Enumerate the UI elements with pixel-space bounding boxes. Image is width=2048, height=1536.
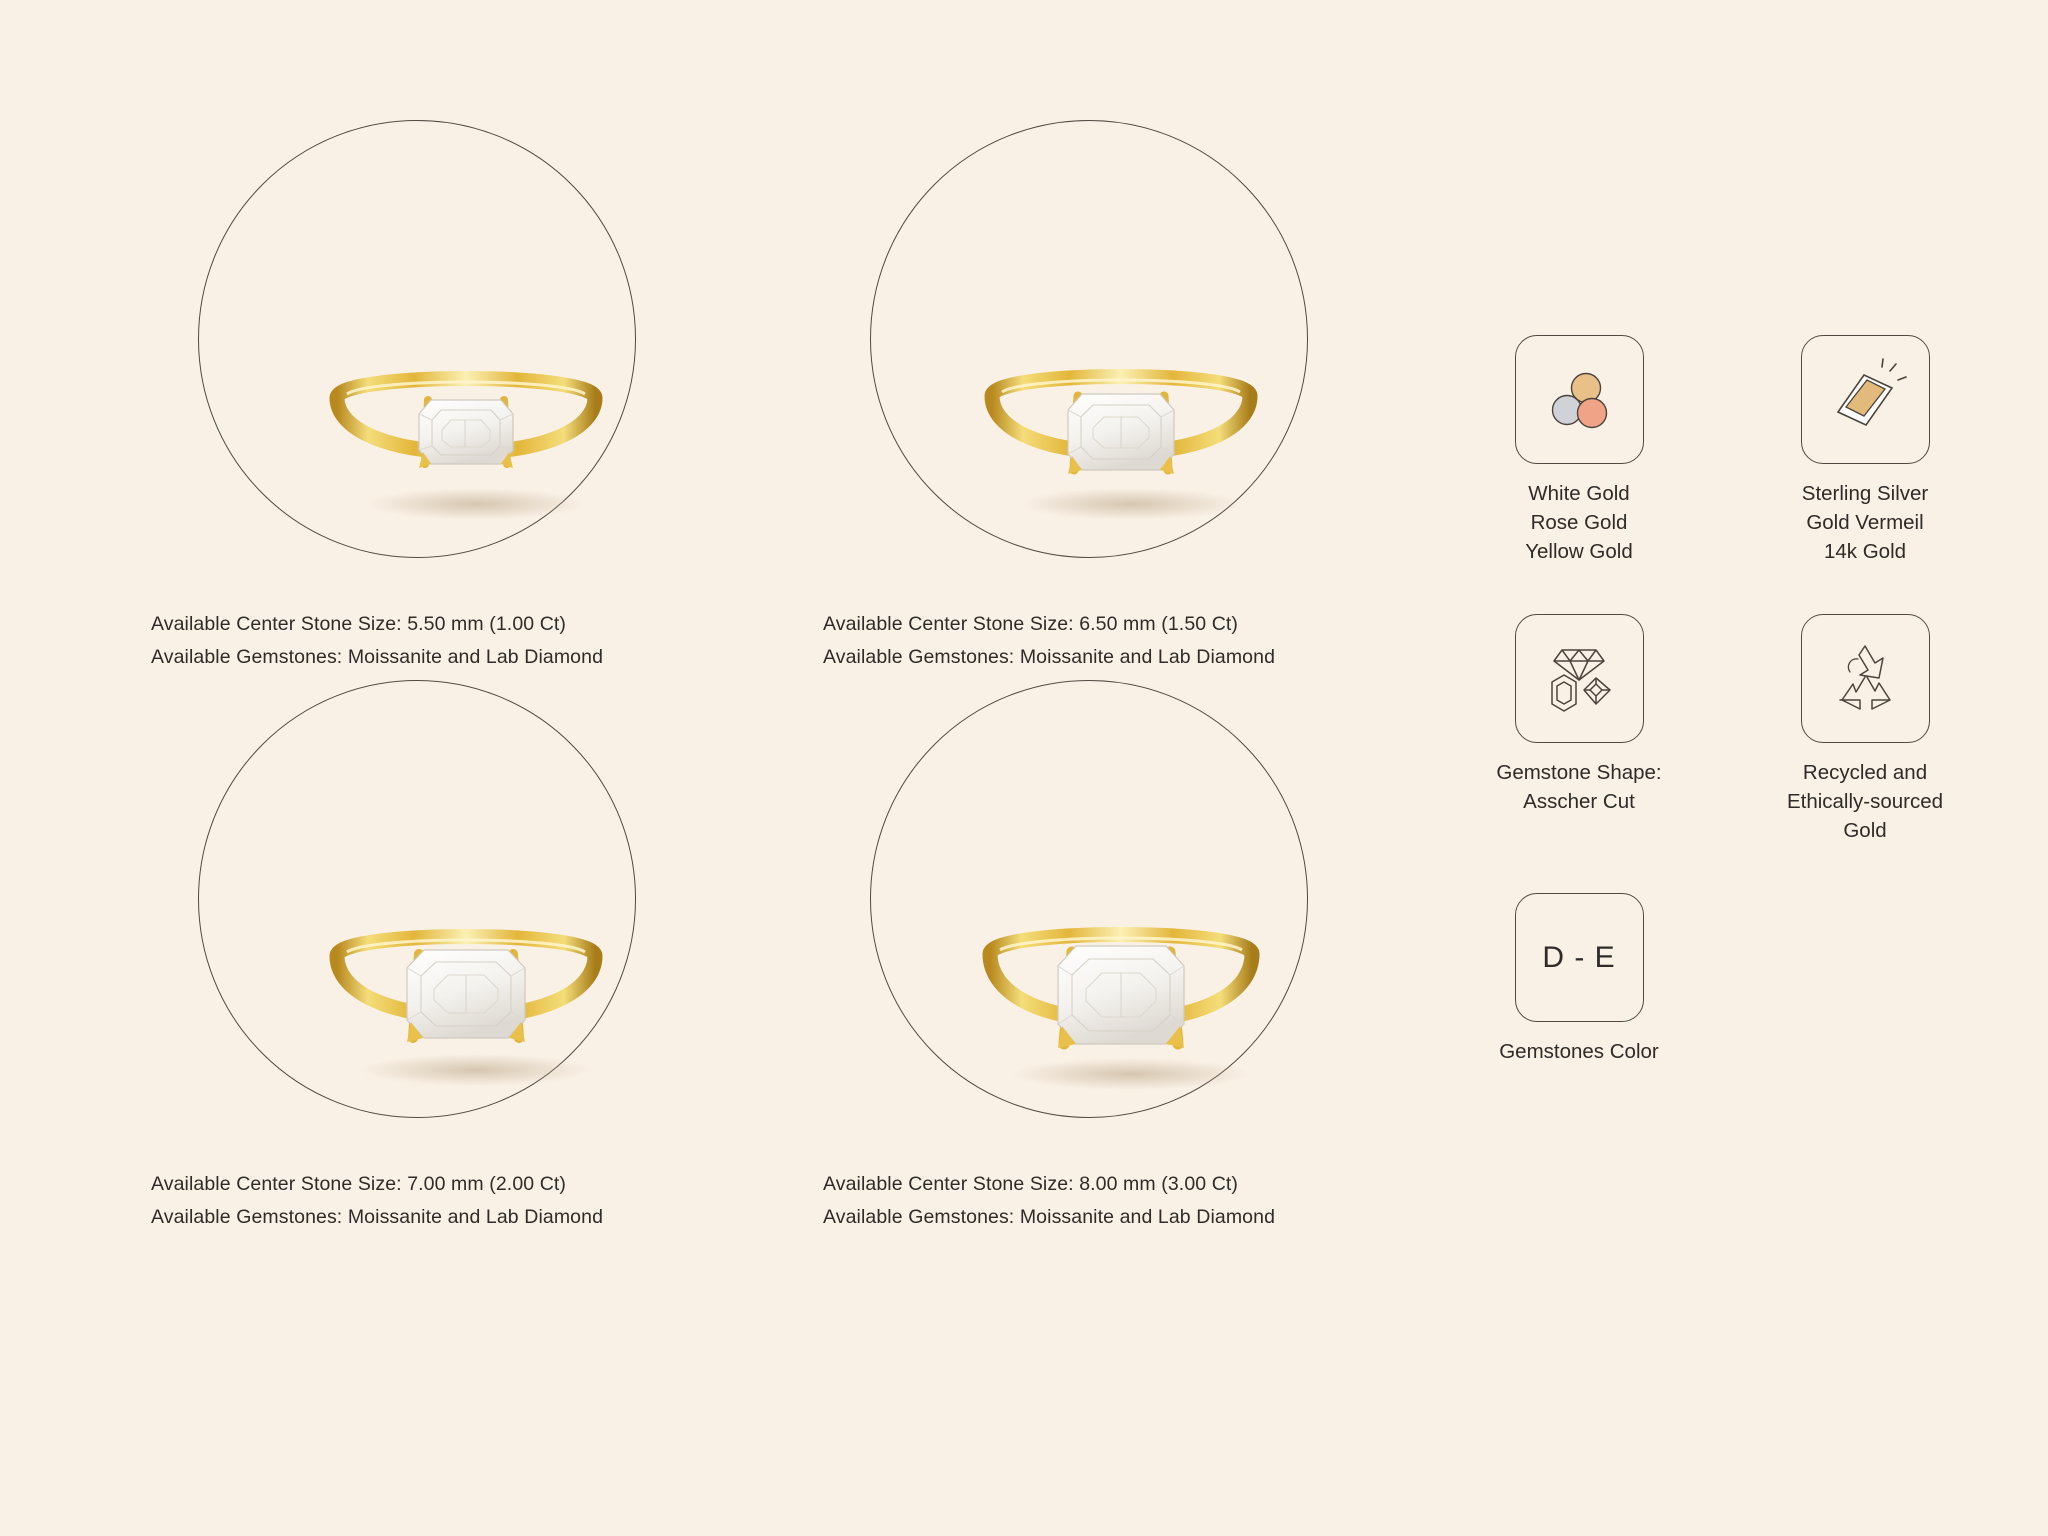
feature-row-2	[1490, 614, 1960, 845]
feature-row-3	[1490, 893, 1960, 1066]
gemstone-color-grade: D - E	[1542, 940, 1616, 974]
ring-gemstone-line: Available Gemstones: Moissanite and Lab Diamond	[151, 646, 604, 668]
feature-label-line: Sterling Silver	[1801, 482, 1929, 505]
feature-row-1	[1490, 335, 1960, 566]
ring-card-2[interactable]	[802, 120, 1440, 680]
feature-label-line: Asscher Cut	[1523, 790, 1635, 813]
ring-card-1[interactable]	[130, 120, 802, 680]
feature-label-line: Recycled and	[1802, 761, 1928, 784]
feature-label-line: 14k Gold	[1823, 540, 1907, 563]
ring-caption-2	[823, 608, 1423, 674]
feature-label	[1490, 479, 1668, 566]
gold-bar-icon	[1801, 335, 1930, 464]
feature-label-line: Ethically-sourced	[1786, 790, 1944, 813]
feature-label-line: Gold	[1843, 819, 1887, 842]
recycle-icon	[1801, 614, 1930, 743]
ring-grid	[130, 120, 1440, 1240]
ring-image-4	[956, 912, 1286, 1102]
ring-caption-1	[151, 608, 751, 674]
ring-caption-4	[823, 1168, 1423, 1234]
ring-size-line: Available Center Stone Size: 8.00 mm (3.00 Ct)	[823, 1173, 1239, 1195]
gemstone-color-icon	[1515, 893, 1644, 1022]
feature-panel	[1490, 335, 1960, 1066]
feature-gold-type[interactable]	[1776, 335, 1954, 566]
feature-label	[1490, 1037, 1668, 1066]
feature-gemstone-shape[interactable]	[1490, 614, 1668, 845]
ring-image-2	[956, 352, 1286, 542]
ring-size-line: Available Center Stone Size: 5.50 mm (1.00 Ct)	[151, 613, 567, 635]
feature-label-line: Rose Gold	[1530, 511, 1628, 534]
ring-image-1	[301, 352, 631, 542]
ring-image-3	[301, 912, 631, 1102]
feature-label	[1776, 758, 1954, 845]
ring-gemstone-line: Available Gemstones: Moissanite and Lab Diamond	[823, 1206, 1276, 1228]
feature-metal-colors[interactable]	[1490, 335, 1668, 566]
ring-size-line: Available Center Stone Size: 6.50 mm (1.50 Ct)	[823, 613, 1239, 635]
feature-recycled-gold[interactable]	[1776, 614, 1954, 845]
ring-size-line: Available Center Stone Size: 7.00 mm (2.00 Ct)	[151, 1173, 567, 1195]
feature-gemstone-color[interactable]	[1490, 893, 1668, 1066]
gemstone-shape-icon	[1515, 614, 1644, 743]
feature-label	[1490, 758, 1668, 816]
feature-label-line: Gemstone Shape:	[1496, 761, 1662, 784]
ring-gemstone-line: Available Gemstones: Moissanite and Lab Diamond	[823, 646, 1276, 668]
feature-label-line: Yellow Gold	[1525, 540, 1633, 563]
feature-label-line: Gemstones Color	[1499, 1040, 1659, 1063]
ring-card-4[interactable]	[802, 680, 1440, 1240]
metal-colors-icon	[1515, 335, 1644, 464]
feature-label-line: Gold Vermeil	[1806, 511, 1924, 534]
ring-gemstone-line: Available Gemstones: Moissanite and Lab Diamond	[151, 1206, 604, 1228]
feature-label	[1776, 479, 1954, 566]
ring-caption-3	[151, 1168, 751, 1234]
ring-card-3[interactable]	[130, 680, 802, 1240]
feature-label-line: White Gold	[1528, 482, 1630, 505]
